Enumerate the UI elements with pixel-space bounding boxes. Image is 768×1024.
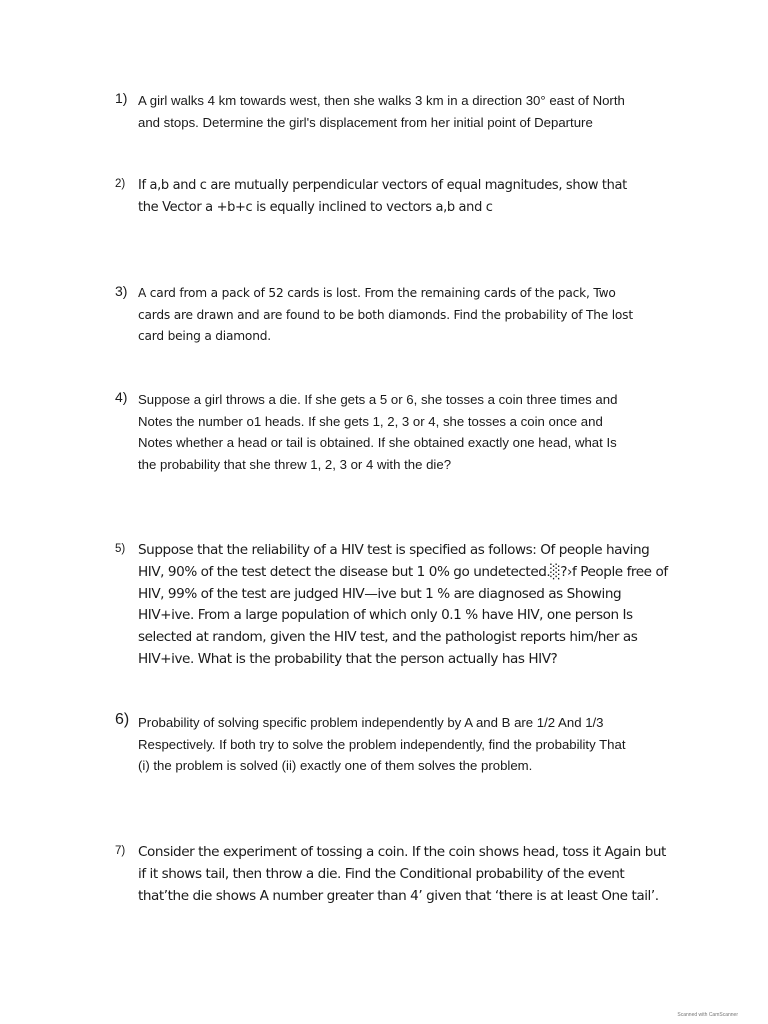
question-line: Suppose a girl throws a die. If she gets a 5 or 6, she tosses a coin three times and	[138, 392, 618, 407]
question-text	[138, 540, 668, 671]
question-line: Notes the number o1 heads. If she gets 1, 2, 3 or 4, she tosses a coin once and	[138, 413, 603, 429]
question-line: If a,b and c are mutually perpendicular vectors of equal magnitudes, show that	[138, 178, 627, 193]
question-line: A girl walks 4 km towards west, then she walks 3 km in a direction 30° east of North	[138, 93, 625, 108]
question-text	[138, 842, 666, 907]
question-number: 1)	[115, 90, 128, 106]
question-number: 2)	[115, 178, 126, 190]
question-line: Consider the experiment of tossing a coin. If the coin shows head, toss it Again but	[138, 844, 666, 860]
question-line: HIV, 90% of the test detect the disease but 1 0% go undetected.░?›f People free of	[138, 563, 668, 580]
question-line: (i) the problem is solved (ii) exactly one of them solves the problem.	[138, 758, 533, 773]
question-line: A card from a pack of 52 cards is lost. From the remaining cards of the pack, Two	[138, 286, 616, 300]
question-line: HIV, 99% of the test are judged HIV—ive but 1 % are diagnosed as Showing	[138, 585, 622, 602]
question-text	[138, 389, 617, 475]
question-number: 7)	[115, 845, 126, 857]
question-line: cards are drawn and are found to be both diamonds. Find the probability of The lost	[138, 307, 633, 322]
question-line: Probability of solving specific problem independently by A and B are 1/2 And 1/3	[138, 715, 604, 730]
question-line: the Vector a +b+c is equally inclined to vectors a,b and c	[138, 199, 493, 215]
question-number: 5)	[115, 543, 126, 555]
question-line: the probability that she threw 1, 2, 3 or 4 with the die?	[138, 456, 452, 472]
question-number: 3)	[115, 283, 128, 299]
question-line: and stops. Determine the girl's displacement from her initial point of Departure	[138, 114, 593, 130]
question-text	[138, 90, 625, 133]
question-number: 6)	[115, 711, 130, 728]
scanner-watermark: Scanned with CamScanner	[677, 1012, 738, 1018]
question-text	[138, 283, 633, 348]
question-line: Suppose that the reliability of a HIV test is specified as follows: Of people having	[138, 542, 650, 558]
question-text	[138, 175, 627, 218]
question-number: 4)	[115, 389, 128, 405]
question-line: selected at random, given the HIV test, and the pathologist reports him/her as	[138, 629, 638, 646]
question-text	[138, 712, 625, 777]
question-line: if it shows tail, then throw a die. Find the Conditional probability of the event	[138, 865, 625, 882]
question-line: HIV+ive. What is the probability that the person actually has HIV?	[138, 650, 558, 667]
question-line: Respectively. If both try to solve the problem independently, find the probability That	[138, 736, 626, 752]
question-line: card being a diamond.	[138, 329, 271, 343]
question-line: Notes whether a head or tail is obtained. If she obtained exactly one head, what Is	[138, 435, 617, 450]
question-line: HIV+ive. From a large population of which only 0.1 % have HIV, one person Is	[138, 607, 633, 624]
question-line: that’the die shows A number greater than 4’ given that ‘there is at least One tail’.	[138, 887, 659, 904]
